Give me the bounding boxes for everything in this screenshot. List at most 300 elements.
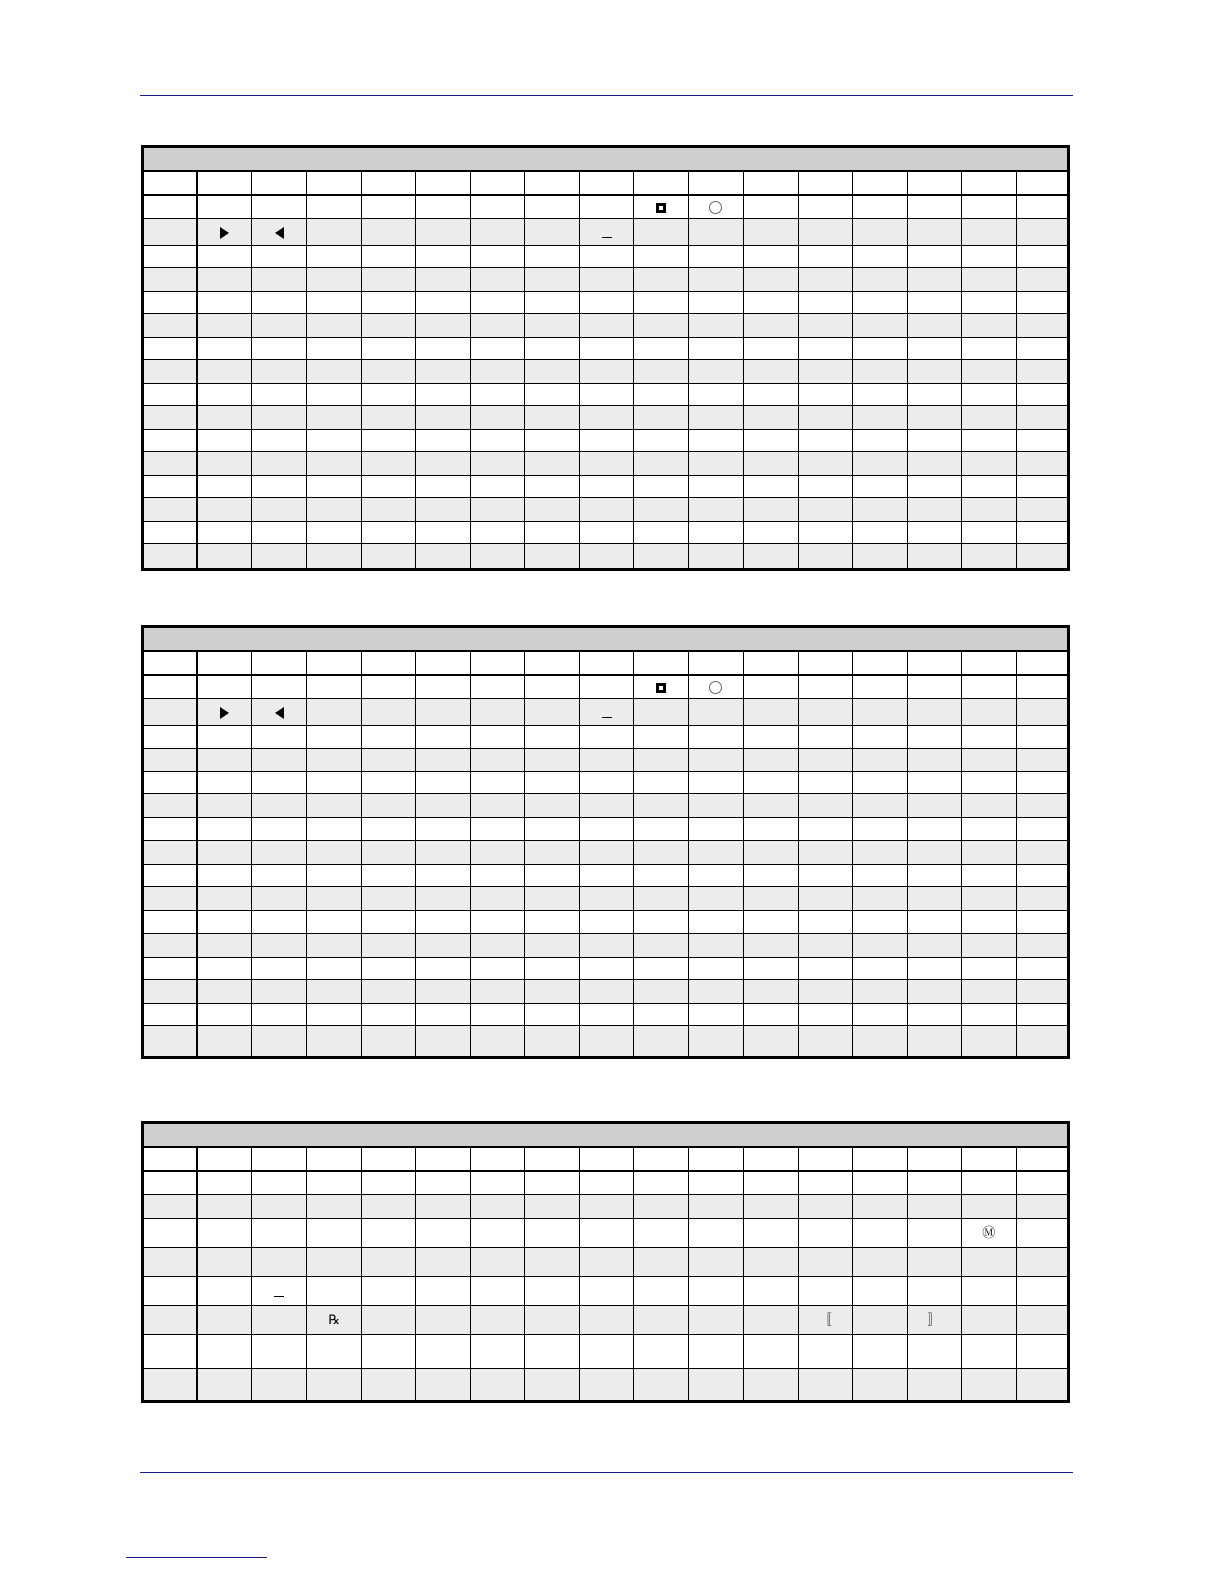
table-cell [852,841,907,865]
table-cell [798,865,852,887]
table-cell [252,246,307,268]
table-cell [197,934,252,958]
table-cell [471,1004,525,1026]
table-cell [197,1335,252,1369]
table-cell [634,841,689,865]
table-cell [852,246,907,268]
table-row [143,1026,1069,1058]
table-row [143,841,1069,865]
table-cell [1016,865,1068,887]
table-cell [307,1147,362,1171]
table-cell [580,1026,634,1058]
table-cell [416,675,471,699]
table-cell [852,865,907,887]
table-cell [416,980,471,1004]
table-cell [634,360,689,384]
table-cell [852,1195,907,1219]
table-cell [143,699,197,726]
table-row [143,1195,1069,1219]
table-cell [252,498,307,522]
table-cell [252,544,307,570]
table-cell [852,544,907,570]
table-row [143,522,1069,544]
underline-mark-icon [602,717,612,718]
table-cell [580,1195,634,1219]
table-cell [252,980,307,1004]
table-cell [362,675,416,699]
left-triangle-icon [275,707,284,719]
table-cell [471,1335,525,1369]
table-cell [961,818,1016,841]
table-cell [362,1219,416,1248]
table-cell [416,1147,471,1171]
table-cell [471,1248,525,1277]
table-cell [143,1026,197,1058]
table-cell [798,498,852,522]
table-cell [252,1306,307,1335]
table-cell [416,292,471,314]
table-cell [143,958,197,980]
table-cell [362,219,416,246]
table-cell [961,1171,1016,1195]
table-cell [798,1335,852,1369]
table-cell [143,314,197,338]
table-cell [197,268,252,292]
table-cell [416,1369,471,1402]
table-cell [1016,338,1068,360]
table-cell [525,958,580,980]
table-cell [1016,794,1068,818]
table-cell [525,726,580,749]
table-cell [907,219,961,246]
table-cell [197,476,252,498]
table-cell [362,1195,416,1219]
table-cell [525,171,580,195]
table-cell [362,1306,416,1335]
table-row [143,246,1069,268]
table-cell [743,314,798,338]
table-cell [961,171,1016,195]
table-cell [307,1026,362,1058]
table-cell [252,1147,307,1171]
table-cell [416,841,471,865]
table-cell [907,1004,961,1026]
table-cell [252,1004,307,1026]
table-cell [525,246,580,268]
table-cell [143,749,197,772]
table-cell [743,476,798,498]
table-cell [307,749,362,772]
table-cell [307,219,362,246]
table-row [143,338,1069,360]
table-cell [961,865,1016,887]
table-cell [689,749,743,772]
table-cell [143,818,197,841]
table-cell [689,171,743,195]
table-cell [197,498,252,522]
table-cell [580,195,634,219]
table-cell [1016,841,1068,865]
filled-square-icon [656,683,666,693]
table-cell [471,268,525,292]
table-cell [580,219,634,246]
table-row [143,314,1069,338]
table-cell [416,406,471,430]
table-cell [798,522,852,544]
table-cell [580,841,634,865]
table-cell [580,1219,634,1248]
symbol-table-1 [141,145,1070,571]
table-cell [307,1195,362,1219]
table-cell [689,726,743,749]
table-row [143,1171,1069,1195]
table-cell [852,219,907,246]
table-cell [471,195,525,219]
table-cell [580,430,634,452]
table-cell [798,246,852,268]
table-cell [580,934,634,958]
table-cell [798,314,852,338]
table-cell [743,246,798,268]
table-cell [907,1171,961,1195]
table-cell [852,1369,907,1402]
table-cell [1016,958,1068,980]
table-cell [197,1219,252,1248]
table-cell [362,1004,416,1026]
table-cell [961,522,1016,544]
table-cell [416,268,471,292]
table-cell [961,498,1016,522]
table-cell [907,406,961,430]
table-cell [1016,772,1068,794]
table-cell [197,219,252,246]
table-row [143,1277,1069,1306]
table-cell [252,360,307,384]
table-cell [743,818,798,841]
table-cell [362,772,416,794]
table-cell [689,338,743,360]
table-cell [907,476,961,498]
table-cell [525,699,580,726]
table-cell [471,476,525,498]
circle-icon [709,201,722,214]
table-cell [197,865,252,887]
table-cell [743,1026,798,1058]
table-cell [743,675,798,699]
table-cell [634,887,689,911]
table-cell [689,794,743,818]
table-cell [471,887,525,911]
table-cell [197,749,252,772]
table-cell [852,1306,907,1335]
table-cell [743,865,798,887]
table-cell [961,430,1016,452]
table-cell [689,675,743,699]
table-cell [143,911,197,934]
table-cell [307,934,362,958]
table-cell [197,1248,252,1277]
table-cell [1016,314,1068,338]
table-cell [743,406,798,430]
table-cell [197,980,252,1004]
table-cell [907,195,961,219]
table-cell [143,360,197,384]
table-cell [525,1195,580,1219]
table-cell [689,887,743,911]
table-cell [1016,1369,1068,1402]
table-cell [143,1248,197,1277]
table-cell [961,384,1016,406]
table-cell [689,865,743,887]
table-cell [580,675,634,699]
table-cell [580,865,634,887]
table-cell [362,544,416,570]
table-cell [252,1369,307,1402]
table-cell [362,430,416,452]
table-cell [634,476,689,498]
table-cell [961,292,1016,314]
table-cell [197,1195,252,1219]
table-cell [525,980,580,1004]
table-row [143,887,1069,911]
table-cell [143,1195,197,1219]
table-cell [689,292,743,314]
table-row [143,1306,1069,1335]
table-cell [852,1248,907,1277]
table-cell [471,522,525,544]
table-cell [197,818,252,841]
table-cell [961,1195,1016,1219]
table-cell [743,1277,798,1306]
table-cell [525,406,580,430]
table-cell [252,675,307,699]
table-cell [471,1195,525,1219]
table-cell [743,749,798,772]
table-cell [907,522,961,544]
table-cell [689,1171,743,1195]
table-cell [689,841,743,865]
table-cell [961,958,1016,980]
table-cell [143,1147,197,1171]
table-cell [798,544,852,570]
table-cell [252,934,307,958]
table-row [143,911,1069,934]
table-cell [307,1369,362,1402]
table-cell [197,384,252,406]
circled-m-icon: Ⓜ [982,1226,996,1241]
table-cell [307,1004,362,1026]
table-cell [798,1195,852,1219]
table-cell [798,1369,852,1402]
table-cell [852,651,907,675]
table-cell [907,246,961,268]
table-cell [580,360,634,384]
table-cell [634,452,689,476]
table-cell [634,1219,689,1248]
table-cell [689,1147,743,1171]
table-cell [471,841,525,865]
table-cell [961,1306,1016,1335]
table-cell [580,1171,634,1195]
table-cell [362,338,416,360]
table-cell [252,314,307,338]
table-cell [197,958,252,980]
table-cell [362,1335,416,1369]
table-cell [634,246,689,268]
table-cell [580,980,634,1004]
table-cell [580,958,634,980]
table-cell [307,911,362,934]
table-cell [416,958,471,980]
table-cell [416,430,471,452]
table-cell [197,1026,252,1058]
table-row [143,1004,1069,1026]
table-cell [197,360,252,384]
table-cell [961,699,1016,726]
table-cell [743,544,798,570]
table-cell [852,1147,907,1171]
table-cell [416,384,471,406]
table-cell [1016,749,1068,772]
table-cell [252,887,307,911]
table-row [143,1248,1069,1277]
table-cell [416,887,471,911]
table-cell [907,544,961,570]
table-cell [416,452,471,476]
table-cell [634,1147,689,1171]
table-cell [689,195,743,219]
table-cell [743,887,798,911]
table-cell [743,268,798,292]
table-cell [362,887,416,911]
table-row [143,958,1069,980]
table-cell [689,268,743,292]
table-cell [143,338,197,360]
table-cell [525,1306,580,1335]
table-cell [471,818,525,841]
table-cell [362,292,416,314]
table-cell [471,544,525,570]
table-cell [362,818,416,841]
table-cell [852,934,907,958]
left-triangle-icon [275,227,284,239]
table-row [143,268,1069,292]
table-cell [1016,522,1068,544]
table-cell [689,522,743,544]
table-cell [362,476,416,498]
table-cell [689,544,743,570]
table-row [143,818,1069,841]
table-cell [580,699,634,726]
table-cell [907,1195,961,1219]
table-cell [634,651,689,675]
circle-icon [709,681,722,694]
table-cell [907,430,961,452]
right-bracket-icon: 〛 [927,1313,941,1328]
table-cell [1016,1004,1068,1026]
table-cell [907,452,961,476]
table-cell [961,544,1016,570]
table-cell [634,171,689,195]
table-cell [1016,980,1068,1004]
table-cell [961,794,1016,818]
table-cell [852,675,907,699]
table-cell [743,171,798,195]
table-cell [143,1277,197,1306]
table-cell [416,1277,471,1306]
table-cell [580,476,634,498]
table-cell [197,522,252,544]
table-cell [634,406,689,430]
table-cell [307,794,362,818]
table-cell [143,794,197,818]
table-cell [471,1026,525,1058]
table-cell [689,1306,743,1335]
table-cell [525,651,580,675]
table-cell [1016,219,1068,246]
table-cell [907,887,961,911]
table-cell [961,911,1016,934]
table-cell [743,1306,798,1335]
table-cell [1016,246,1068,268]
table-cell [907,1306,961,1335]
table-cell [307,772,362,794]
table-cell [1016,476,1068,498]
table-cell [416,544,471,570]
table-cell [362,314,416,338]
table-cell [143,452,197,476]
table-cell [252,818,307,841]
table-cell [907,498,961,522]
table-cell [852,268,907,292]
table-cell [416,1195,471,1219]
table-cell [743,1248,798,1277]
table-cell [1016,699,1068,726]
table-cell [798,338,852,360]
table-cell [907,675,961,699]
table-row [143,406,1069,430]
table-title-row [143,1123,1069,1147]
table-cell [252,1219,307,1248]
table-cell [416,246,471,268]
table-cell [416,1219,471,1248]
table-cell [798,794,852,818]
table-cell [525,887,580,911]
table-cell [307,1171,362,1195]
table-cell [143,934,197,958]
table-cell [307,384,362,406]
table-cell [252,338,307,360]
table-cell [252,171,307,195]
table-cell [525,476,580,498]
table-cell [634,1306,689,1335]
table-cell [689,452,743,476]
table-cell [525,430,580,452]
table-cell [634,818,689,841]
table-cell [143,476,197,498]
table-cell [743,651,798,675]
table-cell [689,360,743,384]
table-cell [852,1004,907,1026]
table-row [143,195,1069,219]
table-cell [689,1248,743,1277]
table-cell [197,887,252,911]
table-cell [143,1335,197,1369]
table-cell [907,360,961,384]
footnote-link-underline[interactable] [126,1557,267,1558]
table-cell [362,406,416,430]
table-row [143,772,1069,794]
